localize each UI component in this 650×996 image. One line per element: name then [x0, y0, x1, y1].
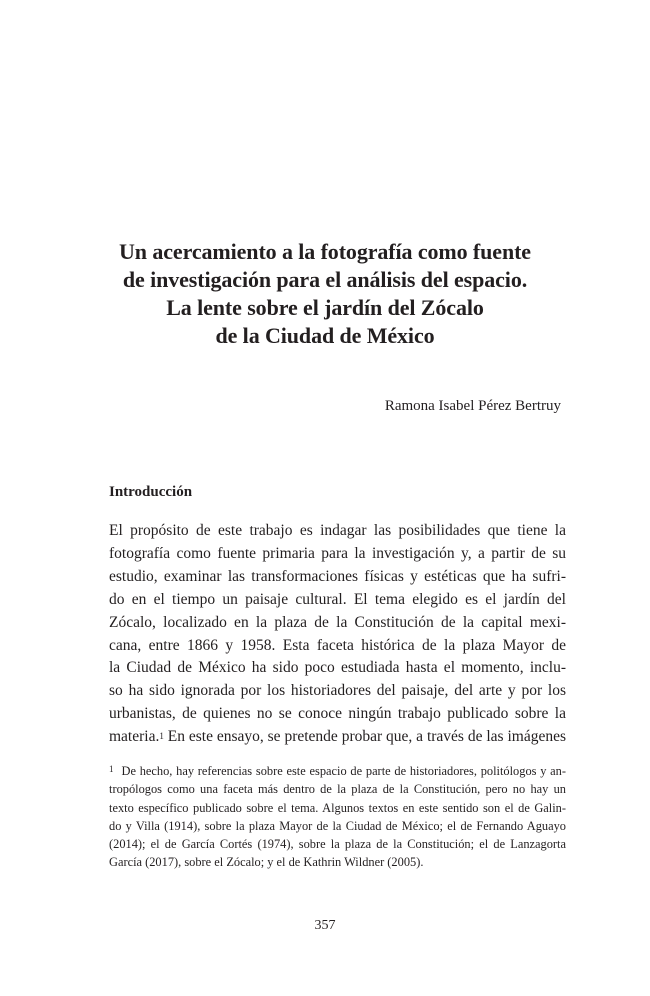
body-line: cana, entre 1866 y 1958. Esta faceta histórica de la plaza Mayor de — [109, 636, 566, 654]
body-text — [109, 520, 566, 749]
footnote-line — [109, 762, 566, 780]
footnote-line: texto específico publicado sobre el tema. Algunos textos en este sentido son el de Galin- — [109, 800, 566, 815]
body-line-with-footnote-ref — [109, 726, 566, 749]
footnote-reference[interactable]: 1 — [159, 731, 164, 742]
chapter-title — [80, 238, 570, 350]
footnote-line: (2014); el de García Cortés (1974), sobre la plaza de la Constitución; el de Lanzagorta — [109, 837, 566, 852]
chapter-title-line: de investigación para el análisis del espacio. — [122, 267, 528, 292]
chapter-title-line: de la Ciudad de México — [215, 323, 435, 348]
page-number: 357 — [314, 918, 336, 933]
footnote-line: tropólogos como una faceta más dentro de la plaza de la Constitución, pero no hay un — [109, 782, 566, 797]
chapter-title-line: La lente sobre el jardín del Zócalo — [166, 295, 484, 320]
body-line: la Ciudad de México ha sido poco estudiada hasta el momento, inclu- — [109, 659, 566, 677]
body-line: Zócalo, localizado en la plaza de la Constitución de la capital mexi- — [109, 613, 566, 631]
body-line: do en el tiempo un paisaje cultural. El tema elegido es el jardín del — [109, 590, 566, 608]
footnote-text: De hecho, hay referencias sobre este espacio de parte de historiadores, politólogos y an- — [121, 764, 566, 778]
footnote — [109, 762, 566, 872]
body-line: urbanistas, de quienes no se conoce ningún trabajo publicado sobre la — [109, 705, 566, 723]
body-line: so ha sido ignorada por los historiadores del paisaje, del arte y por los — [109, 682, 566, 700]
body-line: estudio, examinar las transformaciones físicas y estéticas que ha sufri- — [109, 567, 566, 585]
section-heading: Introducción — [109, 484, 193, 500]
body-line: fotografía como fuente primaria para la investigación y, a partir de su — [109, 544, 566, 562]
body-text-fragment: En este ensayo, se pretende probar que, a través de las imágenes — [163, 728, 566, 746]
author-name: Ramona Isabel Pérez Bertruy — [384, 398, 561, 414]
body-text-fragment: materia. — [109, 728, 160, 746]
body-line: El propósito de este trabajo es indagar las posibilidades que tiene la — [109, 522, 566, 539]
footnote-line: García (2017), sobre el Zócalo; y el de Kathrin Wildner (2005). — [109, 855, 424, 870]
chapter-title-line: Un acercamiento a la fotografía como fuente — [119, 239, 531, 264]
footnote-number: 1 — [109, 764, 114, 774]
footnote-line: do y Villa (1914), sobre la plaza Mayor de la Ciudad de México; el de Fernando Aguayo — [109, 818, 566, 833]
